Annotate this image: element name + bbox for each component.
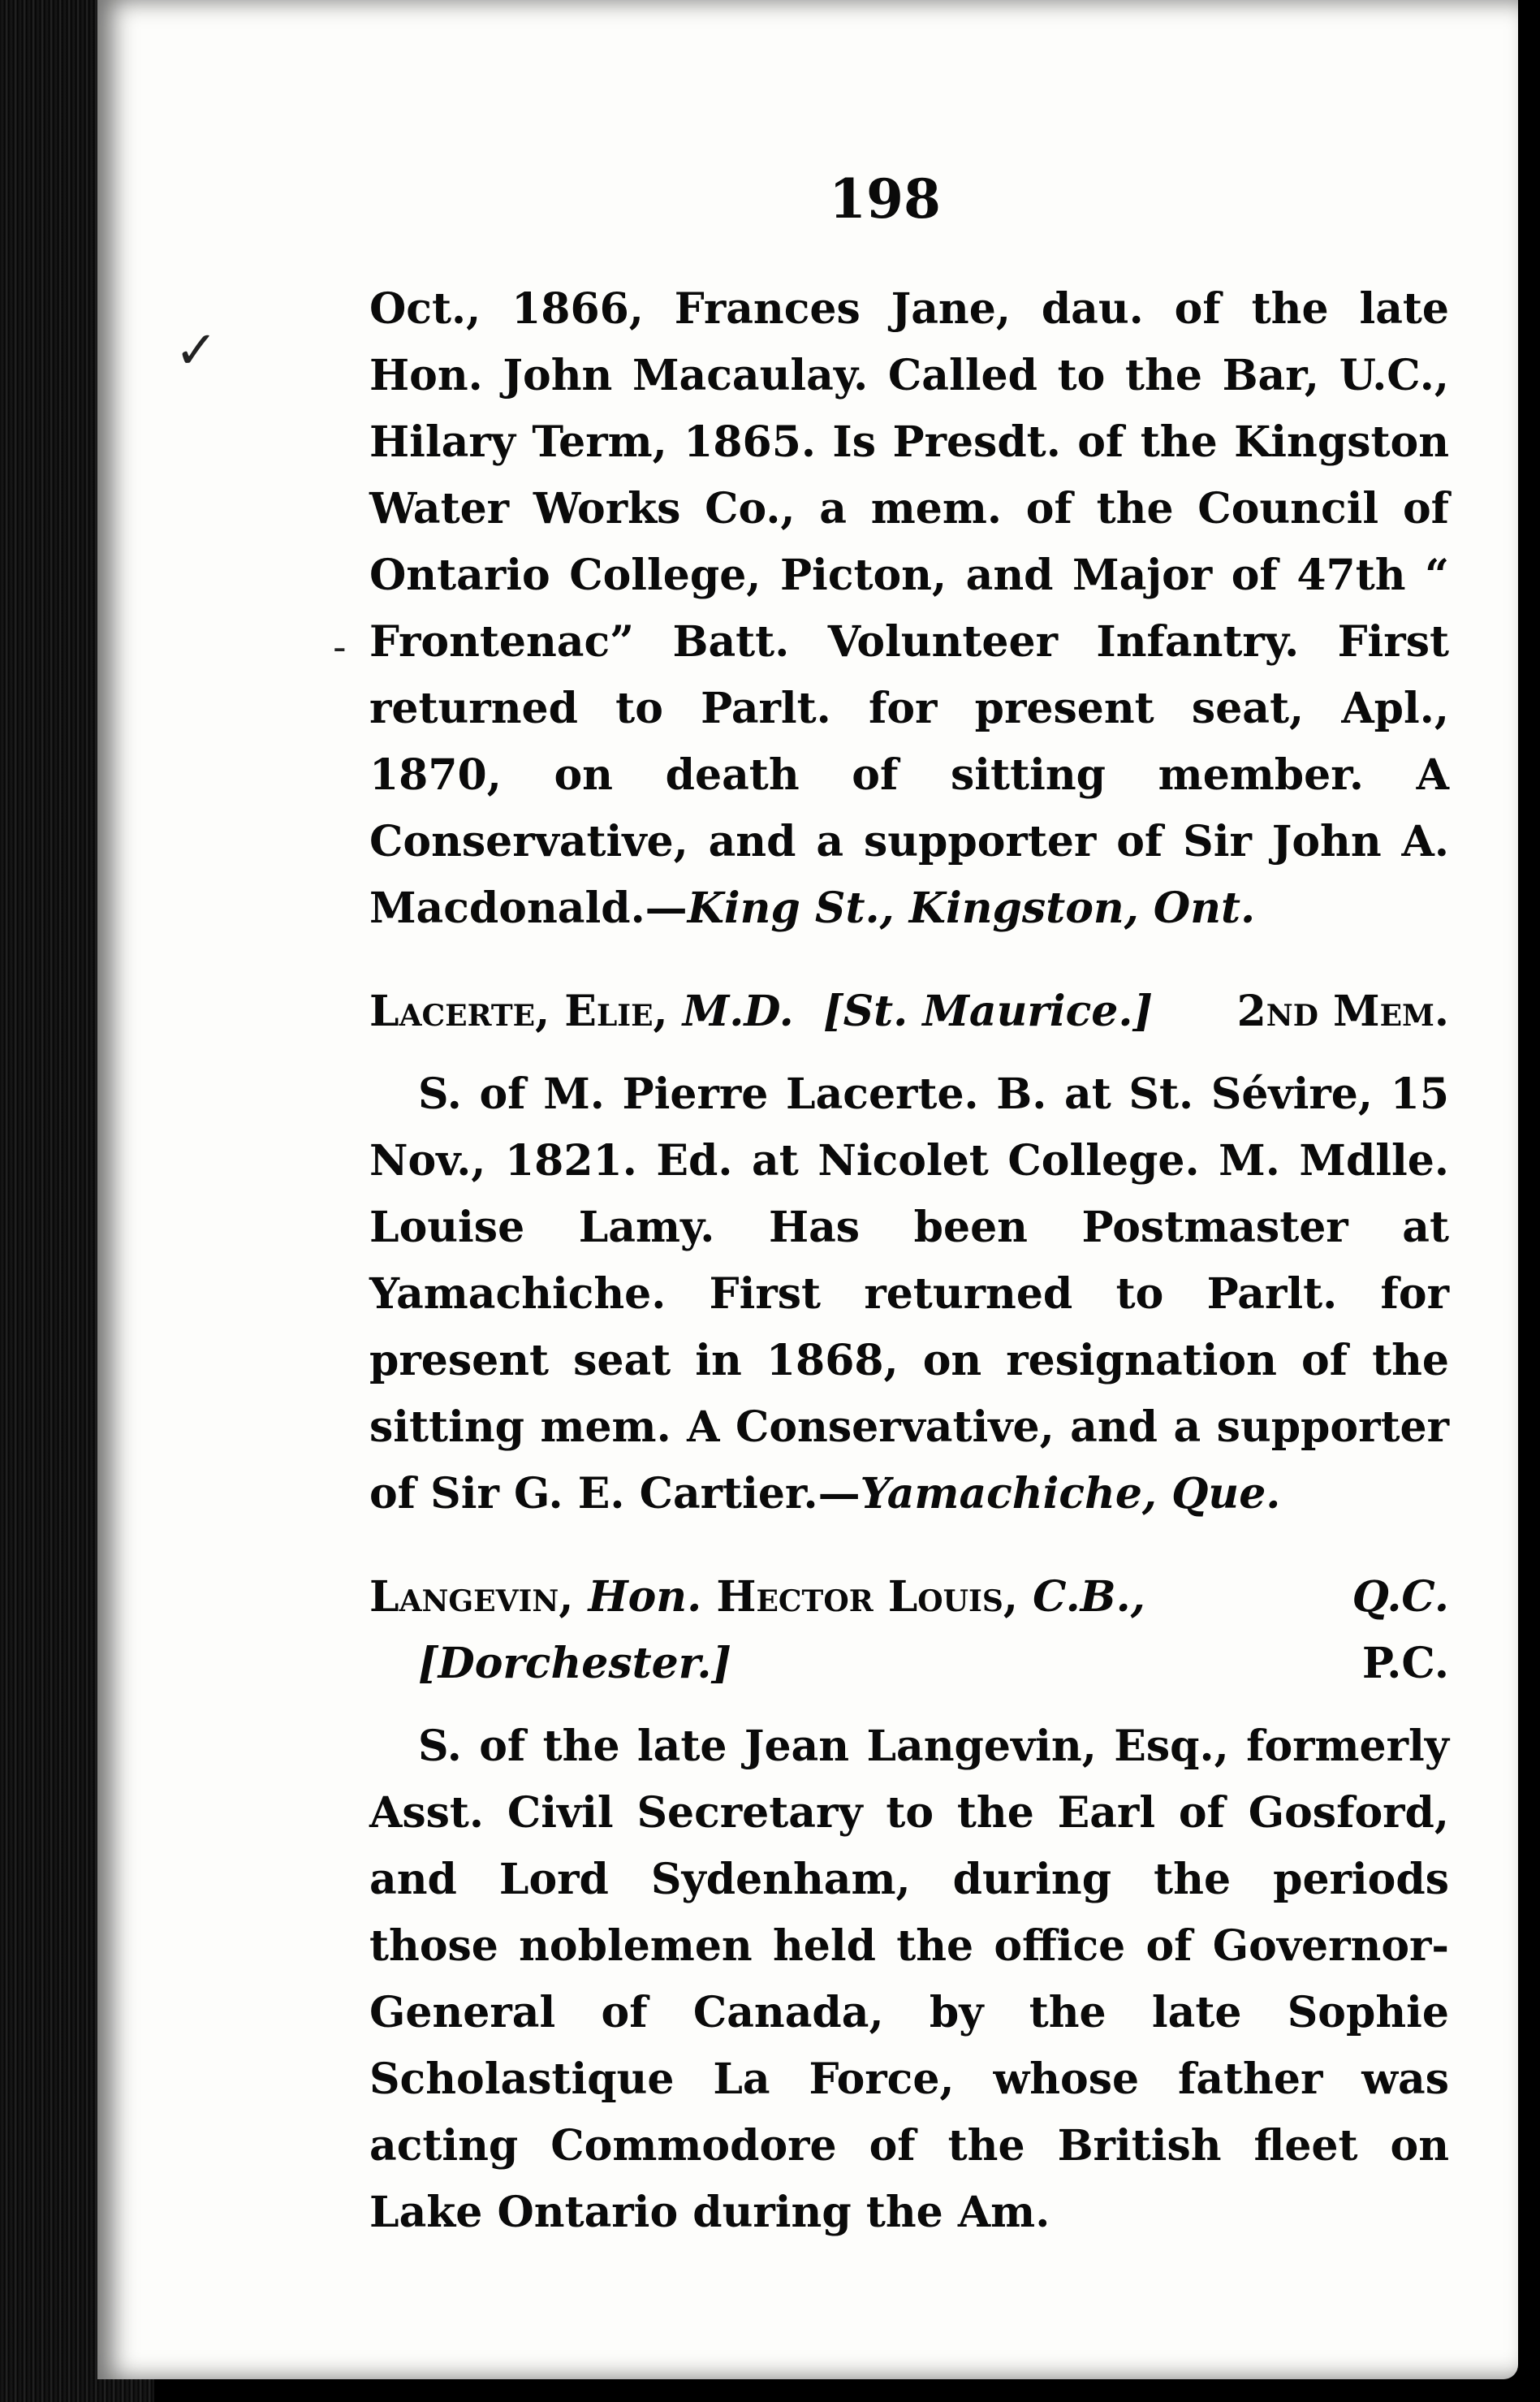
entry-subheading-langevin <box>369 1631 1449 1697</box>
entry-name-group <box>369 1564 1145 1631</box>
entry-qc: Q.C. <box>1352 1572 1449 1622</box>
margin-dash: - <box>333 625 347 669</box>
entry-degree: M.D. <box>682 987 794 1036</box>
continued-entry-text: Oct., 1866, Frances Jane, dau. of the late Hon. John Macaulay. Called to the Bar, U.C., Hilary Term, 1865. Is Presdt. of the Kingston Water Works Co., a mem. of the Council of Ontario College, Picton, and Major of 47th “ Frontenac” Batt. Volunteer Infantry. First returned to Parlt. for present seat, Apl., 1870, on death of sitting member. A Conservative, and a supporter of Sir John A. Macdonald.— <box>369 284 1449 933</box>
entry-bio-lacerte <box>369 1061 1449 1527</box>
entry-constituency: [Dorchester.] <box>418 1639 732 1688</box>
entry-bio-text: S. of M. Pierre Lacerte. B. at St. Sévire, 15 Nov., 1821. Ed. at Nicolet College. M. Mdlle. Louise Lamy. Has been Postmaster at Yamachiche. First returned to Parlt. for present seat in 1868, on resignation of the sitting mem. A Conservative, and a supporter of Sir G. E. Cartier.— <box>369 1069 1449 1519</box>
entry-address: Yamachiche, Que. <box>860 1469 1281 1519</box>
entry-bio-text: S. of the late Jean Langevin, Esq., formerly Asst. Civil Secretary to the Earl of Gosford, and Lord Sydenham, during the periods those noblemen held the office of Governor-General of Canada, by the late Sophie Scholastique La Force, whose father was acting Commodore of the British fleet on Lake Ontario during the Am. <box>369 1722 1449 2237</box>
entry-pc: P.C. <box>1361 1639 1449 1688</box>
page-number: 198 <box>829 167 941 231</box>
entry-order: C.B., <box>1033 1572 1145 1622</box>
entry-name-prefix: Langevin, <box>369 1572 574 1622</box>
check-mark-icon: ✓ <box>175 321 218 381</box>
continued-entry <box>369 276 1449 942</box>
continued-entry-address: King St., Kingston, Ont. <box>687 883 1256 933</box>
entry-name: Hector Louis, <box>716 1572 1018 1622</box>
entry-bio-langevin <box>369 1713 1449 2246</box>
entry-member-note: 2nd Mem. <box>1236 987 1449 1036</box>
entry-heading-langevin <box>369 1564 1449 1631</box>
entry-name-group <box>369 979 1153 1045</box>
page-text <box>369 154 1449 2246</box>
entry-name: Lacerte, Elie, <box>369 987 668 1036</box>
entry-constituency: [St. Maurice.] <box>822 987 1154 1036</box>
entry-honorific: Hon. <box>588 1572 702 1622</box>
entry-heading-lacerte <box>369 979 1449 1045</box>
